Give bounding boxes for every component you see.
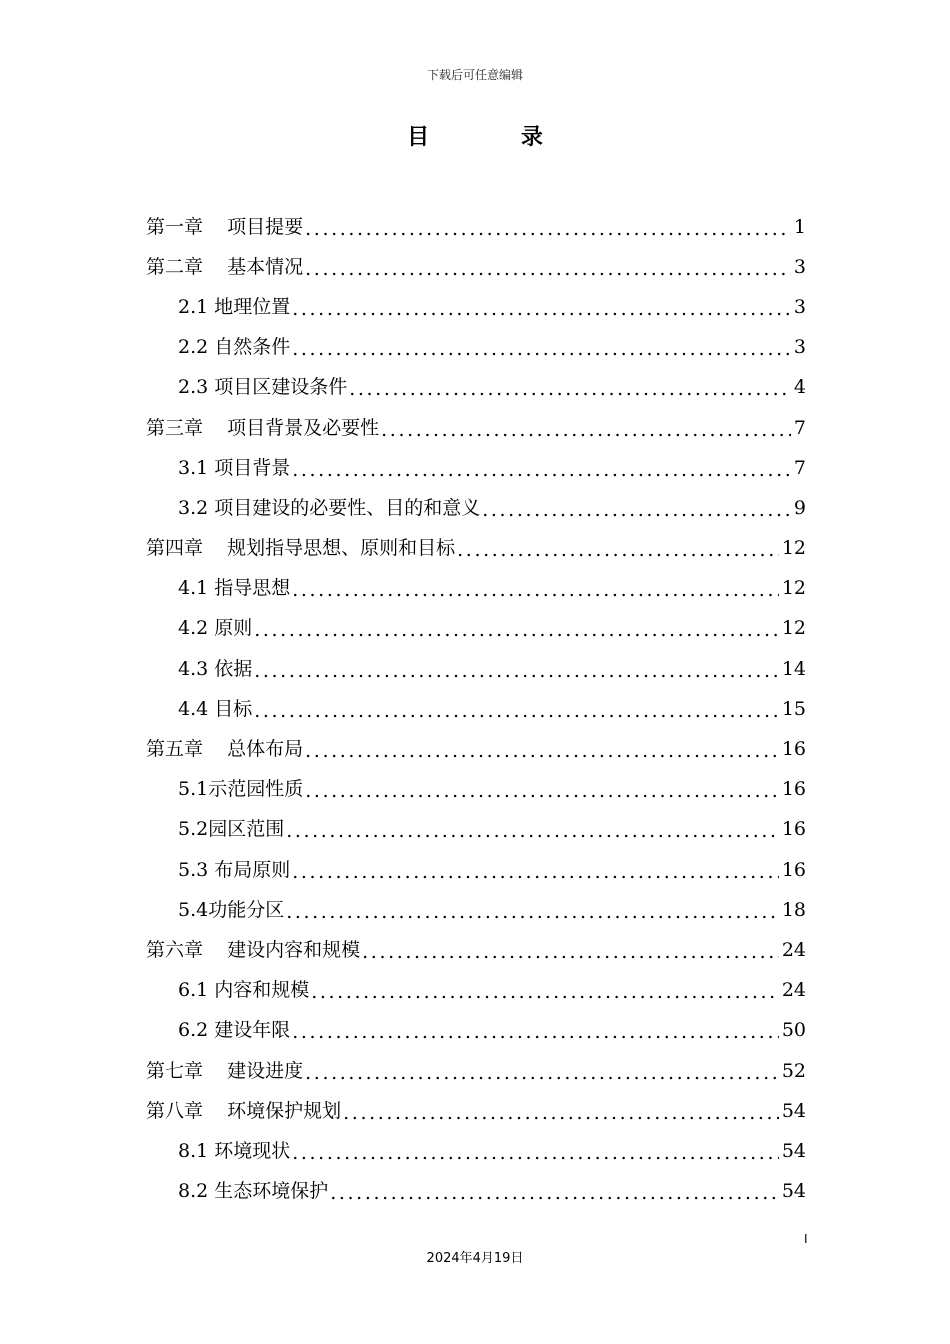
toc-entry[interactable] <box>146 930 806 970</box>
toc-entry-title: 3.1 项目背景 <box>178 456 291 479</box>
toc-entry-page: 3 <box>793 255 806 278</box>
toc-dot-leader <box>305 782 779 801</box>
toc-entry-title: 4.2 原则 <box>178 617 253 640</box>
toc-entry-title: 5.2园区范围 <box>178 818 285 841</box>
toc-dot-leader <box>292 340 791 359</box>
toc-dot-leader <box>305 1064 779 1083</box>
toc-dot-leader <box>343 1104 779 1123</box>
toc-entry-title: 8.2 生态环境保护 <box>178 1180 329 1203</box>
toc-dot-leader <box>292 863 779 882</box>
toc-entry[interactable] <box>146 529 806 569</box>
toc-entry[interactable] <box>146 448 806 488</box>
toc-entry[interactable] <box>146 971 806 1011</box>
toc-dot-leader <box>305 220 791 239</box>
toc-dot-leader <box>286 822 779 841</box>
toc-entry-page: 24 <box>781 979 806 1002</box>
toc-dot-leader <box>381 421 791 440</box>
toc-entry-title: 第三章 项目背景及必要性 <box>146 416 380 439</box>
toc-entry-page: 18 <box>781 898 806 921</box>
toc-entry-page: 24 <box>781 938 806 961</box>
toc-entry-title: 第八章 环境保护规划 <box>146 1099 342 1122</box>
toc-entry[interactable] <box>146 1131 806 1171</box>
toc-entry-page: 52 <box>781 1059 806 1082</box>
toc-entry[interactable] <box>146 569 806 609</box>
toc-entry-title: 3.2 项目建设的必要性、目的和意义 <box>178 496 481 519</box>
toc-entry-title: 5.4功能分区 <box>178 898 285 921</box>
toc-entry-title: 6.1 内容和规模 <box>178 979 310 1002</box>
toc-entry[interactable] <box>146 328 806 368</box>
toc-dot-leader <box>362 943 779 962</box>
toc-entry-title: 第一章 项目提要 <box>146 215 304 238</box>
document-title: 目 录 <box>407 125 585 150</box>
toc-dot-leader <box>292 300 791 319</box>
toc-dot-leader <box>311 983 779 1002</box>
toc-entry-page: 54 <box>781 1180 806 1203</box>
toc-entry-page: 7 <box>793 416 806 439</box>
toc-entry-title: 5.1示范园性质 <box>178 778 304 801</box>
toc-entry-title: 2.2 自然条件 <box>178 336 291 359</box>
toc-dot-leader <box>349 380 791 399</box>
toc-entry-page: 12 <box>781 577 806 600</box>
toc-dot-leader <box>292 461 791 480</box>
toc-entry-page: 3 <box>793 336 806 359</box>
toc-entry-title: 8.1 环境现状 <box>178 1139 291 1162</box>
toc-entry-page: 54 <box>781 1099 806 1122</box>
page-number: I <box>804 1232 808 1246</box>
toc-entry-page: 12 <box>781 537 806 560</box>
toc-dot-leader <box>292 581 779 600</box>
toc-dot-leader <box>254 662 779 681</box>
toc-entry[interactable] <box>146 770 806 810</box>
toc-entry-title: 第五章 总体布局 <box>146 738 304 761</box>
toc-entry[interactable] <box>146 408 806 448</box>
toc-entry-title: 2.1 地理位置 <box>178 295 291 318</box>
toc-dot-leader <box>254 702 779 721</box>
toc-entry[interactable] <box>146 1091 806 1131</box>
toc-entry-page: 3 <box>793 295 806 318</box>
toc-entry-page: 54 <box>781 1139 806 1162</box>
toc-dot-leader <box>254 621 779 640</box>
toc-entry[interactable] <box>146 609 806 649</box>
toc-entry[interactable] <box>146 649 806 689</box>
toc-entry[interactable] <box>146 207 806 247</box>
toc-entry-page: 16 <box>781 858 806 881</box>
toc-dot-leader <box>457 541 779 560</box>
toc-entry[interactable] <box>146 689 806 729</box>
toc-entry-title: 第七章 建设进度 <box>146 1059 304 1082</box>
table-of-contents <box>146 207 806 1212</box>
toc-entry-title: 4.1 指导思想 <box>178 577 291 600</box>
page-header-note: 下载后可任意编辑 <box>426 68 523 82</box>
toc-dot-leader <box>286 903 779 922</box>
toc-entry[interactable] <box>146 729 806 769</box>
toc-entry-page: 50 <box>781 1019 806 1042</box>
toc-entry[interactable] <box>146 1172 806 1212</box>
toc-dot-leader <box>305 260 791 279</box>
toc-dot-leader <box>292 1023 779 1042</box>
toc-dot-leader <box>292 1144 779 1163</box>
toc-dot-leader <box>305 742 779 761</box>
toc-entry-page: 7 <box>793 456 806 479</box>
toc-entry-title: 4.3 依据 <box>178 657 253 680</box>
toc-entry-page: 14 <box>781 657 806 680</box>
toc-entry-page: 15 <box>781 697 806 720</box>
toc-entry[interactable] <box>146 488 806 528</box>
toc-entry-title: 第四章 规划指导思想、原则和目标 <box>146 537 456 560</box>
toc-dot-leader <box>330 1184 779 1203</box>
toc-entry[interactable] <box>146 850 806 890</box>
toc-entry[interactable] <box>146 247 806 287</box>
toc-entry-title: 6.2 建设年限 <box>178 1019 291 1042</box>
toc-entry-page: 9 <box>793 496 806 519</box>
toc-entry-page: 12 <box>781 617 806 640</box>
toc-entry-title: 4.4 目标 <box>178 697 253 720</box>
toc-entry-page: 16 <box>781 738 806 761</box>
toc-entry-page: 16 <box>781 818 806 841</box>
toc-entry-page: 16 <box>781 778 806 801</box>
toc-entry-page: 1 <box>793 215 806 238</box>
toc-entry[interactable] <box>146 810 806 850</box>
toc-entry-title: 2.3 项目区建设条件 <box>178 376 348 399</box>
footer-date: 2024年4月19日 <box>426 1251 524 1266</box>
toc-entry[interactable] <box>146 1011 806 1051</box>
toc-entry[interactable] <box>146 368 806 408</box>
toc-entry[interactable] <box>146 890 806 930</box>
toc-entry-title: 第六章 建设内容和规模 <box>146 938 361 961</box>
toc-entry[interactable] <box>146 287 806 327</box>
toc-entry-page: 4 <box>793 376 806 399</box>
toc-entry[interactable] <box>146 1051 806 1091</box>
toc-dot-leader <box>482 501 791 520</box>
toc-entry-title: 5.3 布局原则 <box>178 858 291 881</box>
toc-entry-title: 第二章 基本情况 <box>146 255 304 278</box>
